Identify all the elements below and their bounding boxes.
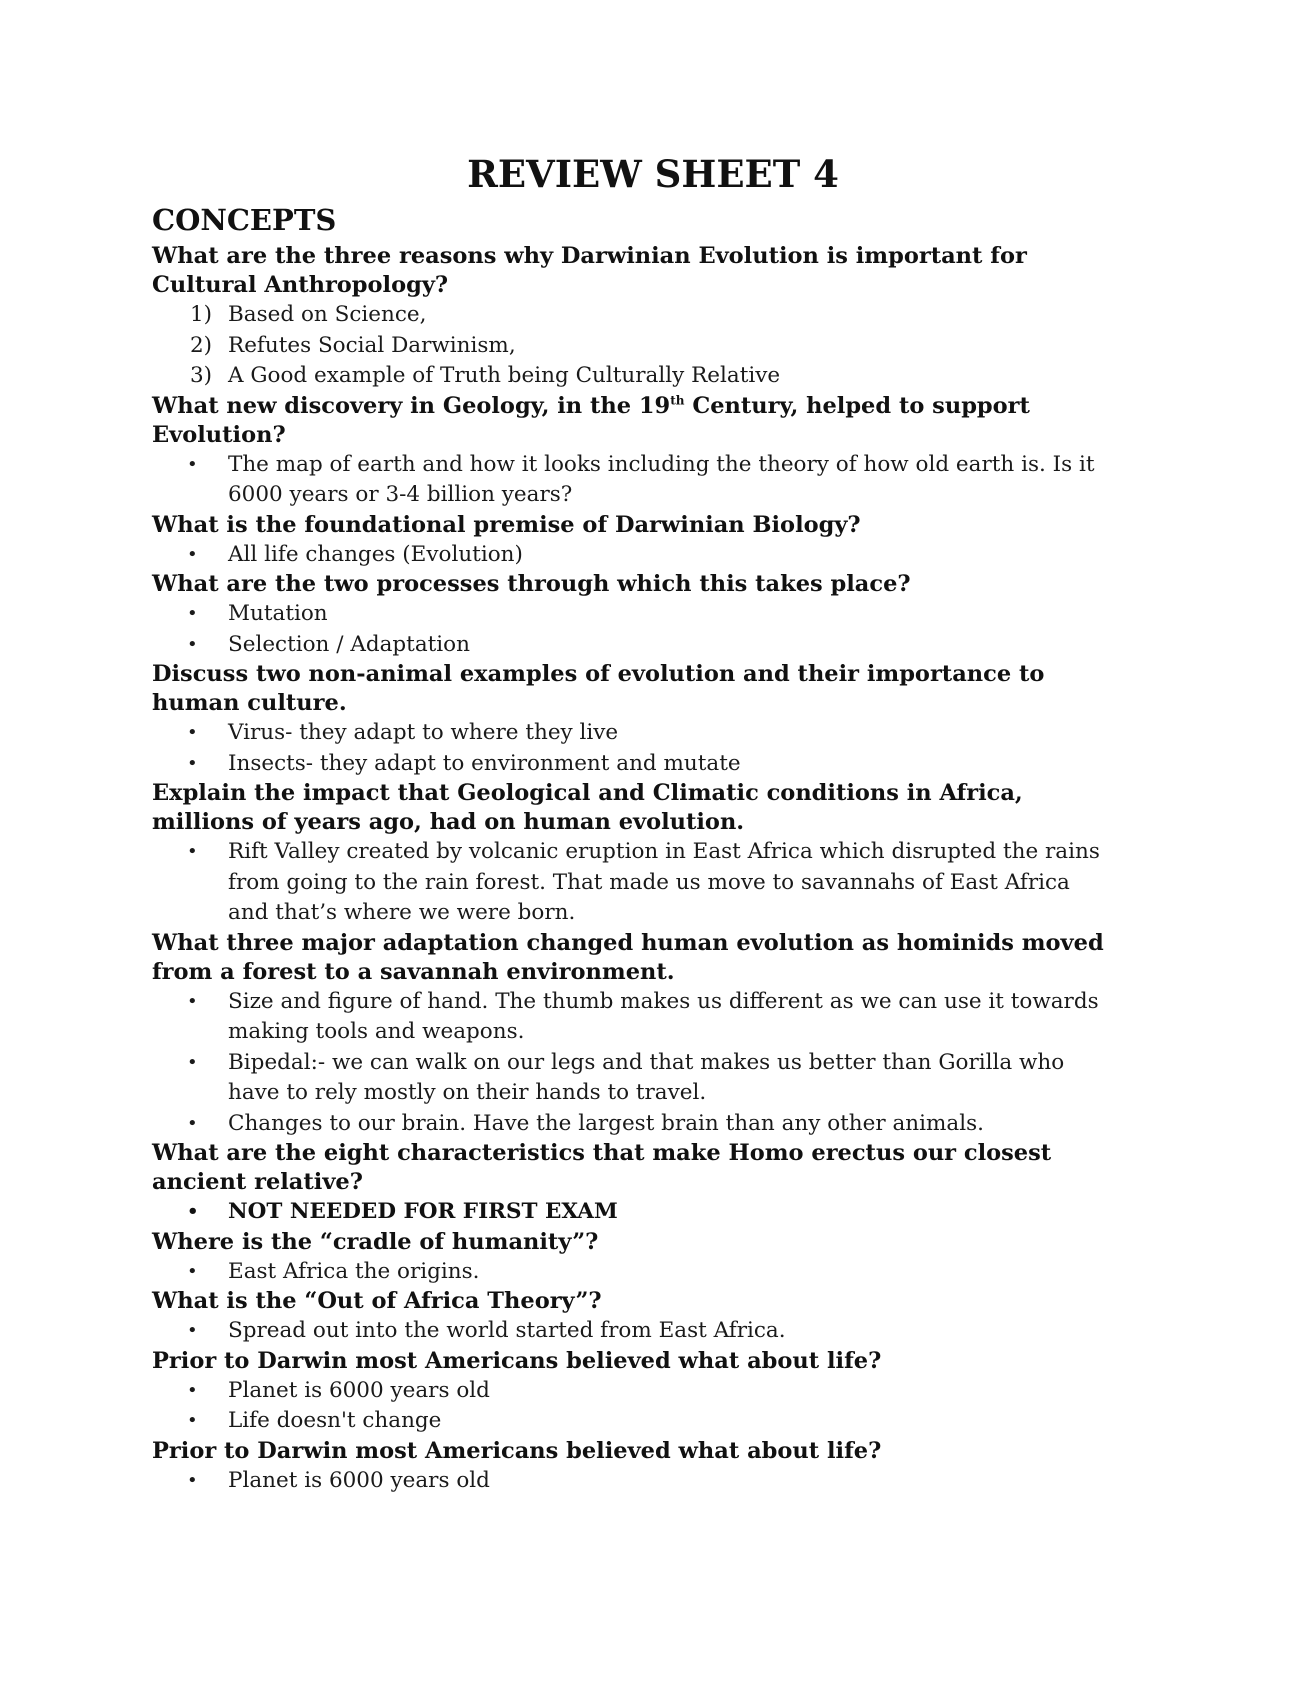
answer-text: All life changes (Evolution) [228, 541, 523, 567]
answer-item [152, 1257, 1106, 1288]
answer-text: NOT NEEDED FOR FIRST EXAM [228, 1199, 618, 1224]
qa-block [152, 1139, 1106, 1228]
bullet-icon: • [187, 841, 198, 862]
qa-block [152, 511, 1106, 571]
qa-block [152, 1287, 1106, 1347]
question-text-part: Century, helped to support Evolution? [152, 392, 1030, 448]
answer-text: Bipedal:- we can walk on our legs and that makes us better than Gorilla who have to rely mostly on their hands to travel. [228, 1049, 1065, 1105]
qa-block [152, 929, 1106, 1140]
qa-block [152, 779, 1106, 929]
question-text [152, 392, 1106, 450]
answer-text: Refutes Social Darwinism, [228, 332, 516, 358]
bulleted-answer-list [152, 1376, 1106, 1437]
bullet-icon: • [187, 453, 198, 475]
bullet-icon: • [187, 722, 198, 743]
bullet-icon: • [187, 752, 198, 774]
answer-item [152, 837, 1106, 929]
bulleted-answer-list [152, 599, 1106, 660]
qa-block [152, 660, 1106, 779]
answer-text: Planet is 6000 years old [228, 1467, 490, 1493]
answer-text: Mutation [228, 601, 328, 626]
bullet-icon: • [187, 543, 198, 565]
bulleted-answer-list [152, 450, 1106, 511]
bulleted-answer-list [152, 718, 1106, 779]
answer-text: Life doesn't change [228, 1408, 442, 1433]
answer-item [152, 599, 1106, 630]
answer-text: Virus- they adapt to where they live [228, 720, 619, 745]
answer-item [152, 1048, 1106, 1109]
answer-text: East Africa the origins. [228, 1258, 480, 1284]
numbered-answer-list [152, 300, 1106, 392]
answer-item [152, 1376, 1106, 1407]
question-text: Discuss two non-animal examples of evolution and their importance to human culture. [152, 661, 1045, 716]
qa-block [152, 242, 1106, 392]
qa-block [152, 1437, 1106, 1497]
answer-text: Planet is 6000 years old [228, 1377, 490, 1403]
question-text: What are the eight characteristics that make Homo erectus our closest ancient relative? [152, 1140, 1052, 1195]
bulleted-answer-list [152, 1316, 1106, 1347]
question-text: What are the three reasons why Darwinian Evolution is important for Cultural Anthropology? [152, 243, 1027, 298]
question-text: What three major adaptation changed human evolution as hominids moved from a forest to a savannah environment. [152, 929, 1104, 985]
answer-item [152, 718, 1106, 749]
answer-item [152, 1197, 1106, 1228]
answer-item [152, 1466, 1106, 1497]
answer-item [152, 540, 1106, 571]
answer-item [152, 300, 1106, 331]
question-text: Explain the impact that Geological and Climatic conditions in Africa, millions of years ago, had on human evolution. [152, 780, 1023, 835]
question-text: Prior to Darwin most Americans believed what about life? [152, 1347, 882, 1374]
answer-item [152, 630, 1106, 661]
bulleted-answer-list [152, 1257, 1106, 1288]
answer-text: The map of earth and how it looks including the theory of how old earth is. Is it 6000 years or 3-4 billion years? [228, 451, 1095, 507]
answer-text: Changes to our brain. Have the largest brain than any other animals. [228, 1110, 984, 1136]
bulleted-answer-list [152, 1466, 1106, 1497]
question-text: What are the two processes through which this takes place? [152, 571, 911, 597]
bulleted-answer-list [152, 837, 1106, 929]
bullet-icon: • [187, 1379, 198, 1401]
bullet-icon: • [187, 1410, 198, 1431]
answer-item [152, 1316, 1106, 1347]
answer-text: Insects- they adapt to environment and mutate [228, 750, 741, 776]
question-text: What is the foundational premise of Darwinian Biology? [152, 511, 861, 538]
answer-item [152, 1406, 1106, 1437]
answer-item [152, 361, 1106, 392]
qa-block [152, 1228, 1106, 1288]
bullet-icon: • [187, 1469, 198, 1491]
answer-item [152, 987, 1106, 1048]
question-text: Prior to Darwin most Americans believed what about life? [152, 1437, 882, 1464]
section-heading: CONCEPTS [152, 203, 337, 237]
bullet-icon: • [187, 1320, 198, 1341]
bulleted-answer-list [152, 987, 1106, 1140]
answer-text: Spread out into the world started from East Africa. [228, 1318, 786, 1343]
question-text: What is the “Out of Africa Theory”? [152, 1288, 602, 1314]
qa-block [152, 570, 1106, 660]
answer-item [152, 749, 1106, 780]
answer-text: Size and figure of hand. The thumb makes us different as we can use it towards making tools and weapons. [228, 988, 1099, 1044]
bullet-icon: • [187, 603, 198, 624]
answer-item [152, 450, 1106, 511]
bullet-icon: • [187, 1112, 198, 1134]
qa-block [152, 1347, 1106, 1437]
bulleted-answer-list [152, 1197, 1106, 1228]
bullet-icon: • [187, 1260, 198, 1282]
answer-text: Based on Science, [228, 302, 427, 327]
answer-text: A Good example of Truth being Culturally Relative [228, 363, 781, 388]
list-number: 3) [190, 363, 213, 388]
bulleted-answer-list [152, 540, 1106, 571]
qa-list [152, 242, 1106, 1496]
bullet-icon: • [187, 1201, 199, 1222]
answer-item [152, 1109, 1106, 1140]
list-number: 2) [190, 332, 213, 358]
list-number: 1) [190, 302, 213, 327]
qa-block [152, 392, 1106, 511]
question-superscript: th [670, 393, 685, 407]
bullet-icon: • [187, 633, 198, 655]
answer-item [152, 331, 1106, 362]
answer-text: Selection / Adaptation [228, 631, 470, 657]
page-title: REVIEW SHEET 4 [467, 152, 839, 196]
question-text: Where is the “cradle of humanity”? [152, 1228, 599, 1255]
question-text-part: What new discovery in Geology, in the 19 [152, 392, 671, 419]
bullet-icon: • [187, 990, 198, 1012]
answer-text: Rift Valley created by volcanic eruption in East Africa which disrupted the rains from going to the rain forest. That made us move to savannahs of East Africa and that’s where we were born. [228, 839, 1100, 925]
bullet-icon: • [187, 1051, 198, 1073]
